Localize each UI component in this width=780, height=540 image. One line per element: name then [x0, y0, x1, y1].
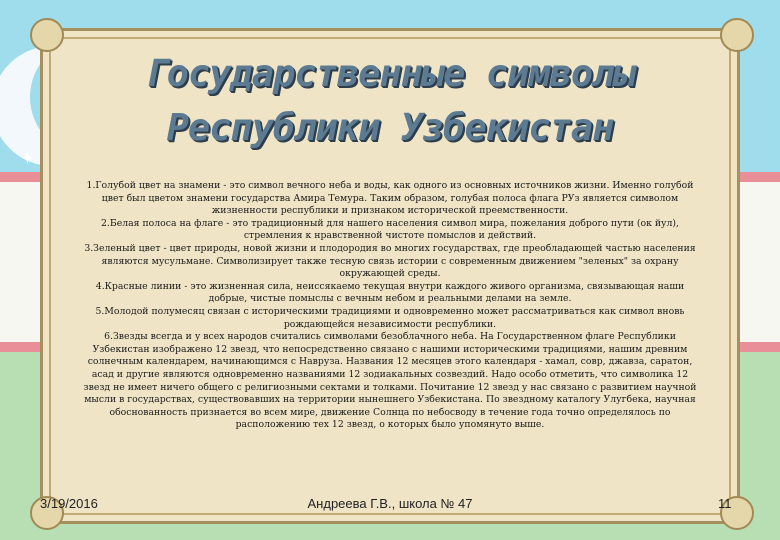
- slide-title-line1: Государственные символы: [145, 52, 635, 95]
- paragraph-green: 3.Зеленый цвет - цвет природы, новой жизни и плодородия во многих государствах, где преобладающей частью населения являются мусульмане. Символизирует также тесную связь истории с современным движением "зеленых" за охрану окружающей среды.: [84, 242, 696, 280]
- paragraph-stars: 6.Звезды всегда и у всех народов считались символами безоблачного неба. На Государственном флаге Республики Узбекистан изображено 12 звезд, что непосредственно связано с нашими историческими традициями, нашим древним солнечным календарем, начинающимся с Навруза. Названия 12 месяцев этого календаря - хамал, совр, джавза, саратон, асад и другие являются одновременно названиями 12 зодиакальных созвездий. Надо особо отметить, что символика 12 звезд не имеет ничего общего с религиозными сектами и толками. Почитание 12 звезд у нас связано с развитием научной мысли в государствах, существовавших на территории нынешнего Узбекистана. По звездному каталогу Улугбека, научная обоснованность признается во всем мире, движение Солнца по небосводу в течение года точно определялось по расположению тех 12 звезд, о которых было упомянуто выше.: [83, 331, 697, 431]
- slide-title-line2: Республики Узбекистан: [166, 106, 614, 149]
- slide-body: [78, 180, 702, 432]
- star-icon: ✦: [20, 148, 36, 169]
- frame-corner-ornament: [30, 18, 64, 52]
- paragraph-red: 4.Красные линии - это жизненная сила, неиссякаемо текущая внутри каждого живого организма, связывающая наши добрые, чистые помыслы с вечным небом и реальными делами на земле.: [95, 280, 685, 305]
- footer-author: Андреева Г.В., школа № 47: [307, 496, 473, 511]
- frame-corner-ornament: [720, 18, 754, 52]
- paragraph-blue: 1.Голубой цвет на знамени - это символ вечного неба и воды, как одного из основных источников жизни. Именно голубой цвет был цветом знамени государства Амира Темура. Таким образом, голубая полоса флага РУз является символом жизненности республики и признаком исторической преемственности.: [86, 180, 694, 217]
- footer-page-number: 11: [718, 496, 732, 511]
- paragraph-crescent: 5.Молодой полумесяц связан с историческими традициями и одновременно может рассматриваться как символ вновь рождающейся независимости республики.: [95, 305, 685, 330]
- paragraph-white: 2.Белая полоса на флаге - это традиционный для нашего населения символ мира, пожелания доброго пути (ок йул), стремления к нравственной чистоте помыслов и действий.: [101, 217, 679, 242]
- footer-date: 3/19/2016: [40, 496, 98, 511]
